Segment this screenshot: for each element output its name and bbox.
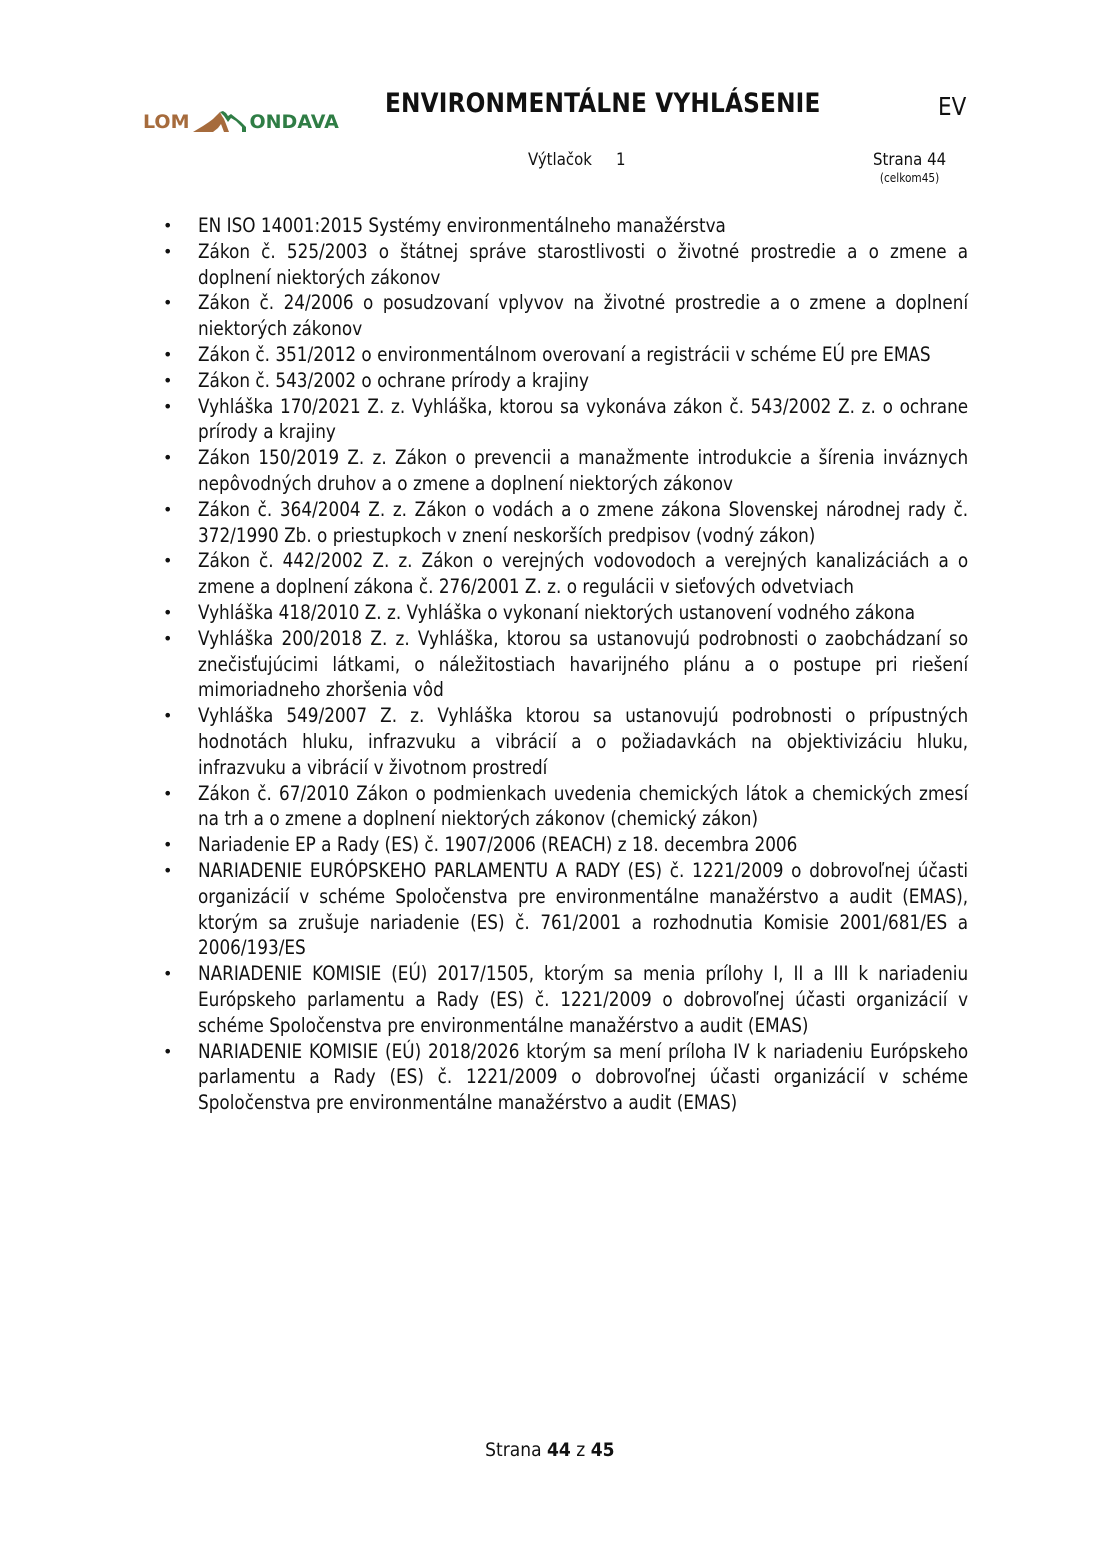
bullet-icon: • xyxy=(163,448,173,468)
bullet-icon: • xyxy=(163,628,173,648)
list-item xyxy=(160,781,968,833)
list-item-text: Zákon č. 543/2002 o ochrane prírody a krajiny xyxy=(198,368,589,392)
document-code: EV xyxy=(938,92,967,121)
bullet-icon: • xyxy=(163,551,173,571)
page-total: (celkom45) xyxy=(879,171,940,185)
footer-separator: z xyxy=(576,1439,586,1461)
bullet-icon: • xyxy=(163,370,173,390)
page-label: Strana 44 xyxy=(873,150,947,170)
list-item-text: Zákon č. 442/2002 Z. z. Zákon o verejných vodovodoch a verejných kanalizáciách a o zmene a doplnení zákona č. 276/2001 Z. z. o regulácii v sieťových odvetviach xyxy=(198,549,969,599)
list-item xyxy=(160,626,968,703)
bullet-icon: • xyxy=(163,216,173,235)
list-item xyxy=(160,213,968,239)
list-item xyxy=(160,1039,968,1116)
list-item-text: Zákon č. 24/2006 o posudzovaní vplyvov na životné prostredie a o zmene a doplnení niektorých zákonov xyxy=(198,291,969,341)
bullet-icon: • xyxy=(163,1041,173,1061)
page-title: ENVIRONMENTÁLNE VYHLÁSENIE xyxy=(385,88,821,119)
bullet-icon: • xyxy=(163,860,173,880)
list-item-text: NARIADENIE KOMISIE (EÚ) 2018/2026 ktorým sa mení príloha IV k nariadeniu Európskeho parlamentu a Rady (ES) č. 1221/2009 o dobrovoľnej účasti organizácií v schéme Spoločenstva pre environmentálne manažérstvo a audit (EMAS) xyxy=(198,1039,969,1115)
list-item xyxy=(160,703,968,780)
bullet-icon: • xyxy=(163,602,173,622)
bullet-icon: • xyxy=(163,706,173,726)
mountain-logo-icon xyxy=(191,110,249,134)
bullet-icon: • xyxy=(163,499,173,519)
logo-text-ondava: ONDAVA xyxy=(249,111,339,133)
list-item-text: NARIADENIE EURÓPSKEHO PARLAMENTU A RADY (ES) č. 1221/2009 o dobrovoľnej účasti organizácií v schéme Spoločenstva pre environmentálne manažérstvo a audit (EMAS), ktorým sa zrušuje nariadenie (ES) č. 761/2001 a rozhodnutia Komisie 2001/681/ES a 2006/193/ES xyxy=(198,858,969,960)
bullet-icon: • xyxy=(163,835,173,855)
list-item xyxy=(160,290,968,342)
list-item xyxy=(160,342,968,368)
list-item xyxy=(160,548,968,600)
list-item-text: Zákon 150/2019 Z. z. Zákon o prevencii a manažmente introdukcie a šírenia inváznych nepôvodných druhov a o zmene a doplnení niektorých zákonov xyxy=(198,446,969,495)
list-item xyxy=(160,497,968,549)
list-item-text: Vyhláška 549/2007 Z. z. Vyhláška ktorou sa ustanovujú podrobnosti o prípustných hodnotách hluku, infrazvuku a vibrácií a o požiadavkách na objektivizáciu hluku, infrazvuku a vibrácií v životnom prostredí xyxy=(198,704,969,779)
copy-label: Výtlačok xyxy=(528,150,592,170)
footer-current-page: 44 xyxy=(547,1439,571,1461)
list-item xyxy=(160,600,968,626)
footer-prefix: Strana xyxy=(485,1439,542,1461)
bullet-icon: • xyxy=(163,344,173,364)
list-item-text: Vyhláška 170/2021 Z. z. Vyhláška, ktorou sa vykonáva zákon č. 543/2002 Z. z. o ochrane prírody a krajiny xyxy=(198,394,969,444)
list-item-text: EN ISO 14001:2015 Systémy environmentálneho manažérstva xyxy=(198,214,726,237)
list-item xyxy=(160,832,968,858)
list-item xyxy=(160,239,968,291)
list-item-text: NARIADENIE KOMISIE (EÚ) 2017/1505, ktorým sa menia prílohy I, II a III k nariadeniu Európskeho parlamentu a Rady (ES) č. 1221/2009 o dobrovoľnej účasti organizácií v schéme Spoločenstva pre environmentálne manažérstvo a audit (EMAS) xyxy=(198,962,969,1037)
list-item-text: Zákon č. 525/2003 o štátnej správe starostlivosti o životné prostredie a o zmene a doplnení niektorých zákonov xyxy=(198,239,969,289)
list-item-text: Nariadenie EP a Rady (ES) č. 1907/2006 (REACH) z 18. decembra 2006 xyxy=(198,833,798,857)
copy-info xyxy=(528,150,626,170)
list-item-text: Zákon č. 351/2012 o environmentálnom overovaní a registrácii v schéme EÚ pre EMAS xyxy=(198,342,931,366)
list-item xyxy=(160,368,968,394)
page-reference xyxy=(873,150,946,185)
list-item-text: Vyhláška 418/2010 Z. z. Vyhláška o vykonaní niektorých ustanovení vodného zákona xyxy=(198,600,916,624)
page-footer xyxy=(0,1439,1100,1461)
bullet-icon: • xyxy=(163,293,173,313)
list-item-text: Zákon č. 67/2010 Zákon o podmienkach uvedenia chemických látok a chemických zmesí na trh a o zmene a doplnení niektorých zákonov (chemický zákon) xyxy=(198,781,969,831)
bullet-icon: • xyxy=(163,241,173,261)
list-item-text: Zákon č. 364/2004 Z. z. Zákon o vodách a o zmene zákona Slovenskej národnej rady č. 372/1990 Zb. o priestupkoch v znení neskorších predpisov (vodný zákon) xyxy=(198,497,969,547)
list-item xyxy=(160,445,968,497)
list-item xyxy=(160,961,968,1038)
footer-total-pages: 45 xyxy=(590,1439,615,1461)
legislation-list xyxy=(160,213,968,1116)
bullet-icon: • xyxy=(163,783,173,803)
list-item xyxy=(160,858,968,961)
company-logo xyxy=(143,108,339,136)
logo-text-lom: LOM xyxy=(143,111,190,133)
bullet-icon: • xyxy=(163,964,173,984)
copy-number: 1 xyxy=(616,150,626,170)
bullet-icon: • xyxy=(163,396,173,416)
list-item xyxy=(160,394,968,446)
list-item-text: Vyhláška 200/2018 Z. z. Vyhláška, ktorou sa ustanovujú podrobnosti o zaobchádzaní so znečisťujúcimi látkami, o náležitostiach havarijného plánu a o postupe pri riešení mimoriadneho zhoršenia vôd xyxy=(198,626,969,702)
